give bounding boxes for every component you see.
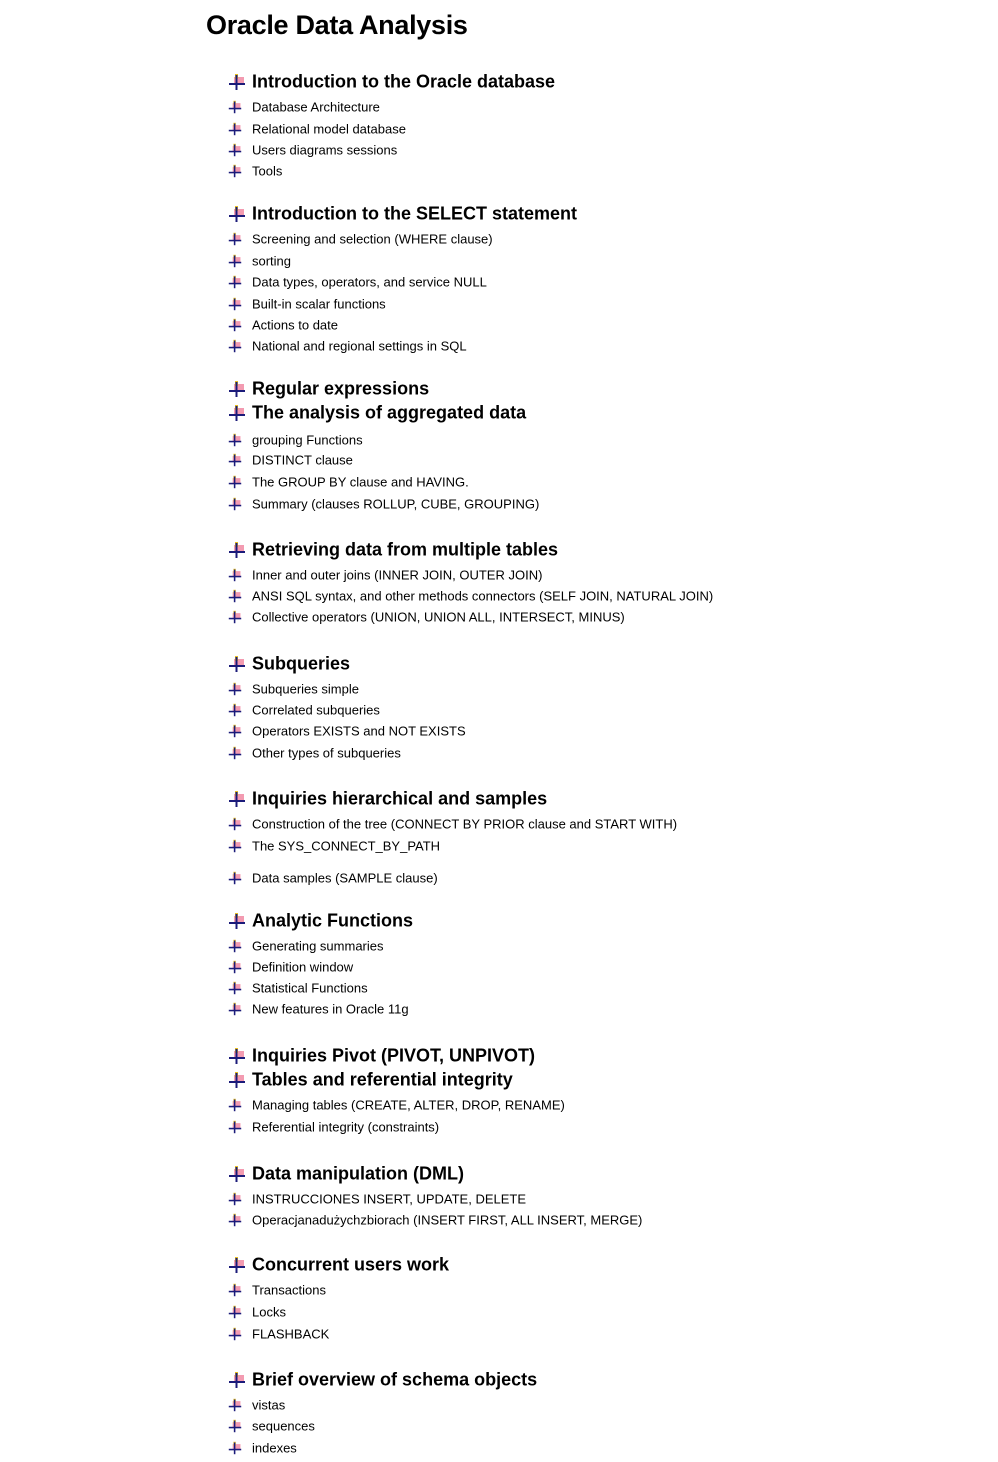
list-item-text: Correlated subqueries: [252, 702, 380, 718]
page-title: Oracle Data Analysis: [206, 10, 468, 40]
pushpin-bullet-icon: [228, 253, 246, 269]
pushpin-bullet-icon: [228, 609, 246, 625]
section-heading-text: Tables and referential integrity: [252, 1069, 513, 1090]
pushpin-bullet-icon: [228, 432, 246, 448]
pushpin-bullet-icon: [228, 231, 246, 247]
list-item-text: Transactions: [252, 1282, 326, 1298]
list-item-text: ANSI SQL syntax, and other methods connectors (SELF JOIN, NATURAL JOIN): [252, 588, 714, 604]
list-item-text: Operators EXISTS and NOT EXISTS: [252, 723, 466, 739]
list-item-text: Locks: [252, 1304, 286, 1320]
pushpin-bullet-icon: [228, 542, 246, 558]
pushpin-bullet-icon: [228, 1166, 246, 1182]
list-item-text: grouping Functions: [252, 432, 363, 448]
pushpin-bullet-icon: [228, 656, 246, 672]
list-item-text: Users diagrams sessions: [252, 142, 398, 158]
pushpin-bullet-icon: [228, 1397, 246, 1413]
list-item-text: Generating summaries: [252, 938, 384, 954]
list-item-text: Construction of the tree (CONNECT BY PRIOR clause and START WITH): [252, 816, 678, 832]
pushpin-bullet-icon: [228, 1282, 246, 1298]
pushpin-bullet-icon: [228, 496, 246, 512]
pushpin-bullet-icon: [228, 1048, 246, 1064]
pushpin-bullet-icon: [228, 338, 246, 354]
list-item-text: indexes: [252, 1440, 297, 1456]
pushpin-bullet-icon: [228, 1119, 246, 1135]
pushpin-bullet-icon: [228, 959, 246, 975]
section-heading-text: Subqueries: [252, 653, 351, 674]
list-item-text: The SYS_CONNECT_BY_PATH: [252, 838, 441, 854]
pushpin-bullet-icon: [228, 1001, 246, 1017]
list-item-text: Operacjanadużychzbiorach (INSERT FIRST, ALL INSERT, MERGE): [252, 1212, 643, 1228]
section-heading-text: The analysis of aggregated data: [252, 402, 527, 423]
list-item-text: Data samples (SAMPLE clause): [252, 870, 438, 886]
pushpin-bullet-icon: [228, 142, 246, 158]
pushpin-bullet-icon: [228, 1304, 246, 1320]
pushpin-bullet-icon: [228, 121, 246, 137]
pushpin-bullet-icon: [228, 870, 246, 886]
pushpin-bullet-icon: [228, 274, 246, 290]
list-item-text: New features in Oracle 11g: [252, 1001, 409, 1017]
list-item-text: Built-in scalar functions: [252, 296, 386, 312]
pushpin-bullet-icon: [228, 381, 246, 397]
list-item-text: Screening and selection (WHERE clause): [252, 231, 493, 247]
pushpin-bullet-icon: [228, 74, 246, 90]
pushpin-bullet-icon: [228, 1191, 246, 1207]
pushpin-bullet-icon: [228, 723, 246, 739]
section-heading-text: Regular expressions: [252, 378, 430, 399]
pushpin-bullet-icon: [228, 1326, 246, 1342]
section-heading-text: Introduction to the SELECT statement: [252, 203, 578, 224]
pushpin-bullet-icon: [228, 474, 246, 490]
pushpin-bullet-icon: [228, 1212, 246, 1228]
list-item-text: Collective operators (UNION, UNION ALL, INTERSECT, MINUS): [252, 609, 625, 625]
list-item-text: sorting: [252, 253, 292, 269]
list-item-text: Other types of subqueries: [252, 745, 401, 761]
pushpin-bullet-icon: [228, 745, 246, 761]
pushpin-bullet-icon: [228, 816, 246, 832]
pushpin-bullet-icon: [228, 1097, 246, 1113]
list-item-text: INSTRUCCIONES INSERT, UPDATE, DELETE: [252, 1191, 527, 1207]
pushpin-bullet-icon: [228, 1440, 246, 1456]
pushpin-bullet-icon: [228, 913, 246, 929]
pushpin-bullet-icon: [228, 681, 246, 697]
pushpin-bullet-icon: [228, 1072, 246, 1088]
section-heading-text: Analytic Functions: [252, 910, 414, 931]
list-item-text: Managing tables (CREATE, ALTER, DROP, RENAME): [252, 1097, 565, 1113]
section-heading-text: Retrieving data from multiple tables: [252, 539, 559, 560]
list-item-text: National and regional settings in SQL: [252, 338, 467, 354]
pushpin-bullet-icon: [228, 405, 246, 421]
pushpin-bullet-icon: [228, 1257, 246, 1273]
list-item-text: sequences: [252, 1418, 315, 1434]
list-item-text: The GROUP BY clause and HAVING.: [252, 474, 469, 490]
list-item-text: vistas: [252, 1397, 286, 1413]
pushpin-bullet-icon: [228, 1418, 246, 1434]
pushpin-bullet-icon: [228, 791, 246, 807]
pushpin-bullet-icon: [228, 1372, 246, 1388]
pushpin-bullet-icon: [228, 296, 246, 312]
section-heading-text: Data manipulation (DML): [252, 1163, 464, 1184]
pushpin-bullet-icon: [228, 938, 246, 954]
pushpin-bullet-icon: [228, 163, 246, 179]
list-item-text: Inner and outer joins (INNER JOIN, OUTER JOIN): [252, 567, 543, 583]
section-heading-text: Inquiries hierarchical and samples: [252, 788, 548, 809]
list-item-text: Database Architecture: [252, 99, 380, 115]
pushpin-bullet-icon: [228, 317, 246, 333]
list-item-text: Actions to date: [252, 317, 338, 333]
section-heading-text: Introduction to the Oracle database: [252, 71, 556, 92]
list-item-text: Subqueries simple: [252, 681, 359, 697]
pushpin-bullet-icon: [228, 702, 246, 718]
list-item-text: Relational model database: [252, 121, 406, 137]
list-item-text: FLASHBACK: [252, 1326, 330, 1342]
pushpin-bullet-icon: [228, 567, 246, 583]
section-heading-text: Brief overview of schema objects: [252, 1369, 538, 1390]
pushpin-bullet-icon: [228, 838, 246, 854]
pushpin-bullet-icon: [228, 99, 246, 115]
list-item-text: Summary (clauses ROLLUP, CUBE, GROUPING): [252, 496, 540, 512]
pushpin-bullet-icon: [228, 452, 246, 468]
list-item-text: Definition window: [252, 959, 354, 975]
list-item-text: Statistical Functions: [252, 980, 368, 996]
pushpin-bullet-icon: [228, 588, 246, 604]
section-heading-text: Inquiries Pivot (PIVOT, UNPIVOT): [252, 1045, 536, 1066]
pushpin-bullet-icon: [228, 980, 246, 996]
list-item-text: Referential integrity (constraints): [252, 1119, 440, 1135]
pushpin-bullet-icon: [228, 206, 246, 222]
list-item-text: Tools: [252, 163, 283, 179]
list-item-text: Data types, operators, and service NULL: [252, 274, 487, 290]
section-heading-text: Concurrent users work: [252, 1254, 450, 1275]
list-item-text: DISTINCT clause: [252, 452, 353, 468]
